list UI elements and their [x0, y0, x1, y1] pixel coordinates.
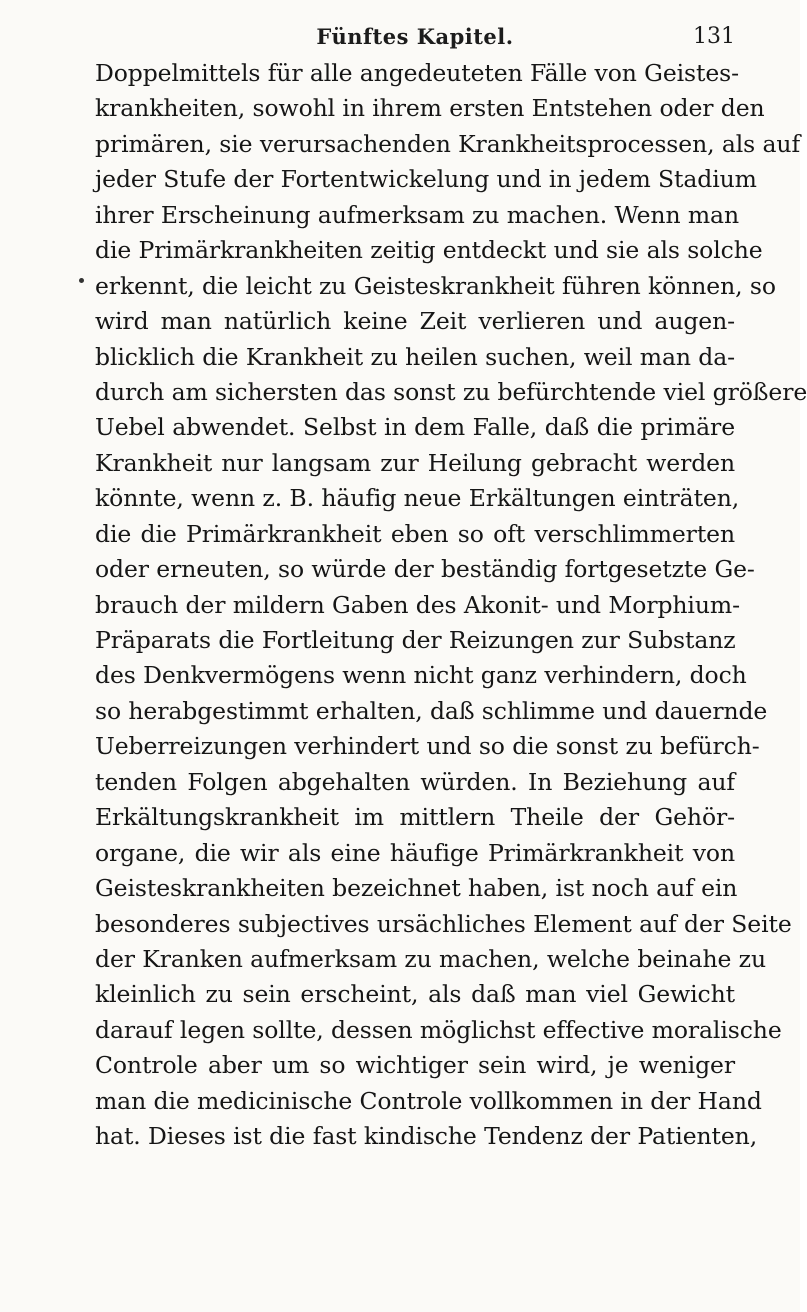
text-line: hat. Dieses ist die fast kindische Tendenz der Patienten,	[95, 1122, 758, 1151]
text-line: tenden Folgen abgehalten würden. In Beziehung auf	[95, 767, 735, 796]
text-line: Krankheit nur langsam zur Heilung gebracht werden	[95, 448, 735, 477]
text-line: Ueberreizungen verhindert und so die sonst zu befürch-	[95, 732, 760, 761]
text-line: Präparats die Fortleitung der Reizungen zur Substanz	[95, 626, 736, 654]
text-line: der Kranken aufmerksam zu machen, welche beinahe zu	[95, 944, 766, 973]
text-line: Erkältungskrankheit im mittlern Theile der Gehör-	[95, 803, 735, 832]
text-line: die Primärkrankheiten zeitig entdeckt und sie als solche	[95, 236, 763, 265]
text-line: ihrer Erscheinung aufmerksam zu machen. Wenn man	[95, 200, 739, 229]
text-line: jeder Stufe der Fortentwickelung und in jedem Stadium	[95, 165, 757, 194]
text-line: Geisteskrankheiten bezeichnet haben, ist noch auf ein	[95, 874, 738, 903]
text-line: so herabgestimmt erhalten, daß schlimme und dauernde	[95, 696, 768, 725]
text-line: organe, die wir als eine häufige Primärkrankheit von	[95, 838, 735, 867]
text-line: wird man natürlich keine Zeit verlieren und augen-	[95, 307, 735, 336]
text-line: krankheiten, sowohl in ihrem ersten Entstehen oder den	[95, 94, 765, 123]
page-number: 131	[693, 24, 735, 49]
text-line: erkennt, die leicht zu Geisteskrankheit führen können, so	[95, 271, 776, 300]
text-line: darauf legen sollte, dessen möglichst effective moralische	[95, 1015, 782, 1044]
text-line: durch am sichersten das sonst zu befürchtende viel größere	[95, 377, 807, 406]
text-line: oder erneuten, so würde der beständig fortgesetzte Ge-	[95, 555, 755, 584]
text-line: brauch der mildern Gaben des Akonit- und Morphium-	[95, 590, 740, 619]
body-text	[95, 56, 807, 1155]
text-line: blicklich die Krankheit zu heilen suchen, weil man da-	[95, 342, 735, 371]
text-line: kleinlich zu sein erscheint, als daß man viel Gewicht	[95, 980, 735, 1009]
margin-mark	[79, 278, 84, 283]
text-line: Doppelmittels für alle angedeuteten Fälle von Geistes-	[95, 59, 739, 87]
text-line: des Denkvermögens wenn nicht ganz verhindern, doch	[95, 661, 747, 690]
page-header	[95, 16, 735, 52]
text-line: die die Primärkrankheit eben so oft verschlimmerten	[95, 519, 735, 548]
text-line: primären, sie verursachenden Krankheitsprocessen, als auf	[95, 129, 801, 158]
running-title: Fünftes Kapitel.	[316, 24, 514, 49]
text-line: Uebel abwendet. Selbst in dem Falle, daß die primäre	[95, 413, 735, 442]
text-line: man die medicinische Controle vollkommen in der Hand	[95, 1086, 762, 1115]
text-line: könnte, wenn z. B. häufig neue Erkältungen einträten,	[95, 484, 740, 513]
text-line: Controle aber um so wichtiger sein wird, je weniger	[95, 1051, 735, 1080]
text-line: besonderes subjectives ursächliches Element auf der Seite	[95, 909, 792, 938]
